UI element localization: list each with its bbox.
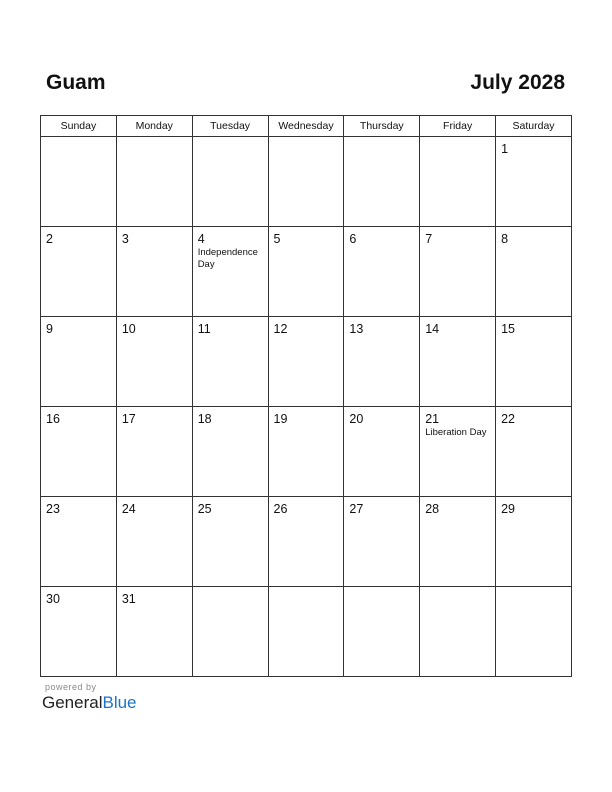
empty-day-cell <box>268 137 344 227</box>
day-number: 5 <box>273 232 281 246</box>
day-number: 9 <box>46 322 53 336</box>
day-number: 16 <box>46 412 60 426</box>
day-number: 12 <box>273 322 288 336</box>
day-cell[interactable] <box>192 227 268 317</box>
day-cell[interactable] <box>116 587 192 677</box>
day-number: 27 <box>349 502 364 516</box>
empty-day-cell <box>344 587 420 677</box>
day-cell[interactable] <box>344 317 420 407</box>
day-cell[interactable] <box>420 317 496 407</box>
empty-day-cell <box>344 137 420 227</box>
day-number: 31 <box>121 592 136 606</box>
day-number: 21 <box>425 412 440 426</box>
brand-blue-text: Blue <box>102 693 137 712</box>
day-number: 29 <box>501 502 515 516</box>
day-cell[interactable] <box>344 497 420 587</box>
day-number: 4 <box>197 232 205 246</box>
day-cell[interactable] <box>116 407 192 497</box>
day-number: 1 <box>501 142 509 156</box>
day-number: 13 <box>349 322 364 336</box>
week-row <box>41 317 572 407</box>
powered-by-label: powered by <box>45 682 97 692</box>
weekday-sunday: Sunday <box>41 116 117 137</box>
day-cell[interactable] <box>268 497 344 587</box>
day-cell[interactable] <box>41 227 117 317</box>
empty-day-cell <box>192 587 268 677</box>
day-cell[interactable] <box>41 497 117 587</box>
day-cell[interactable] <box>268 407 344 497</box>
holiday-label: Independence Day <box>197 247 258 270</box>
weekday-header-row <box>41 116 572 137</box>
day-number: 14 <box>425 322 440 336</box>
week-row <box>41 407 572 497</box>
empty-day-cell <box>116 137 192 227</box>
day-number: 30 <box>46 592 60 606</box>
day-cell[interactable] <box>344 407 420 497</box>
day-number: 26 <box>273 502 288 516</box>
day-cell[interactable] <box>192 407 268 497</box>
weekday-thursday: Thursday <box>344 116 420 137</box>
weekday-friday: Friday <box>420 116 496 137</box>
day-cell[interactable] <box>41 317 117 407</box>
day-cell[interactable] <box>41 587 117 677</box>
day-number: 2 <box>46 232 53 246</box>
day-cell[interactable] <box>192 497 268 587</box>
holiday-label: Liberation Day <box>425 427 487 438</box>
empty-day-cell <box>41 137 117 227</box>
weekday-tuesday: Tuesday <box>192 116 268 137</box>
week-row <box>41 227 572 317</box>
day-number: 10 <box>121 322 136 336</box>
day-number: 15 <box>501 322 515 336</box>
day-cell[interactable] <box>268 317 344 407</box>
day-cell[interactable] <box>420 227 496 317</box>
week-row <box>41 587 572 677</box>
empty-day-cell <box>420 137 496 227</box>
day-number: 18 <box>197 412 212 426</box>
empty-day-cell <box>268 587 344 677</box>
week-row <box>41 497 572 587</box>
weekday-monday: Monday <box>116 116 192 137</box>
day-number: 6 <box>349 232 357 246</box>
weekday-saturday: Saturday <box>496 116 572 137</box>
day-cell[interactable] <box>420 497 496 587</box>
empty-day-cell <box>192 137 268 227</box>
day-number: 24 <box>121 502 136 516</box>
brand-logo[interactable] <box>42 693 137 713</box>
calendar-grid <box>40 115 572 677</box>
day-cell[interactable] <box>496 407 572 497</box>
day-cell[interactable] <box>192 317 268 407</box>
empty-day-cell <box>420 587 496 677</box>
day-cell[interactable] <box>344 227 420 317</box>
day-number: 19 <box>273 412 288 426</box>
weekday-wednesday: Wednesday <box>268 116 344 137</box>
day-cell[interactable] <box>496 497 572 587</box>
day-number: 3 <box>121 232 129 246</box>
day-number: 28 <box>425 502 440 516</box>
day-number: 11 <box>197 322 211 336</box>
day-number: 17 <box>121 412 136 426</box>
day-cell[interactable] <box>116 317 192 407</box>
day-cell[interactable] <box>496 137 572 227</box>
day-number: 8 <box>501 232 509 246</box>
day-number: 25 <box>197 502 212 516</box>
week-row <box>41 137 572 227</box>
day-cell[interactable] <box>420 407 496 497</box>
day-number: 22 <box>501 412 515 426</box>
day-cell[interactable] <box>268 227 344 317</box>
day-cell[interactable] <box>41 407 117 497</box>
day-number: 23 <box>46 502 60 516</box>
day-cell[interactable] <box>496 227 572 317</box>
day-number: 7 <box>425 232 433 246</box>
day-cell[interactable] <box>116 227 192 317</box>
country-title: Guam <box>46 71 106 94</box>
empty-day-cell <box>496 587 572 677</box>
brand-general-text: General <box>42 693 103 712</box>
day-number: 20 <box>349 412 364 426</box>
day-cell[interactable] <box>496 317 572 407</box>
day-cell[interactable] <box>116 497 192 587</box>
month-title: July 2028 <box>470 71 565 94</box>
